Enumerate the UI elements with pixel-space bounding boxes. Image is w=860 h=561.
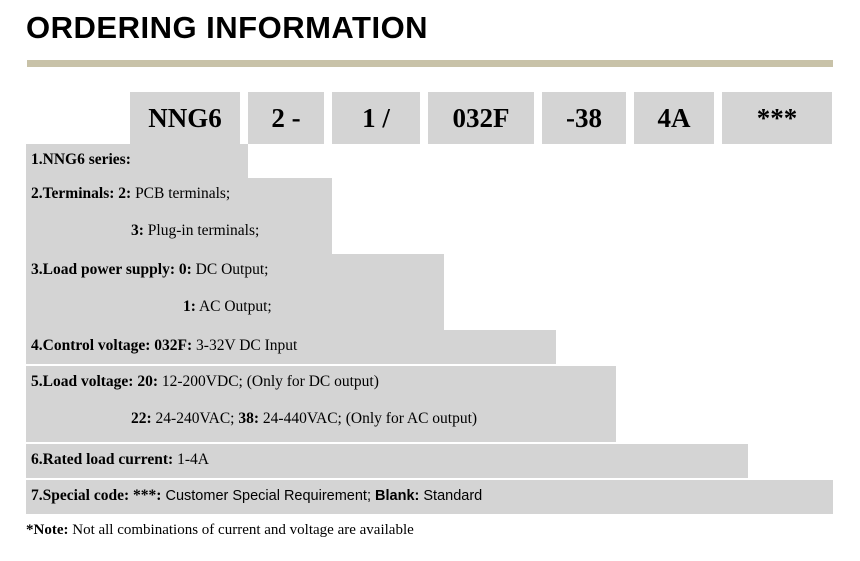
title-divider (27, 60, 833, 67)
page-title: ORDERING INFORMATION (26, 10, 429, 45)
legend-text-terminals-2: 3: Plug-in terminals; (131, 222, 260, 239)
code-segment-terminals: 2 - (248, 92, 324, 144)
legend-text-special-code: 7.Special code: ***: Customer Special Requirement; Blank: Standard (31, 487, 483, 504)
code-segment-rated-load-current: 4A (634, 92, 714, 144)
code-segment-control-voltage: 032F (428, 92, 534, 144)
legend-text-terminals-1: 2.Terminals: 2: PCB terminals; (31, 185, 231, 202)
legend-text-control-voltage: 4.Control voltage: 032F: 3-32V DC Input (31, 337, 298, 354)
legend-text-series-1: 1.NNG6 series: (31, 151, 131, 168)
legend-text-load-voltage-2: 22: 24-240VAC; 38: 24-440VAC; (Only for AC output) (131, 410, 478, 427)
legend-text-load-power-1: 3.Load power supply: 0: DC Output; (31, 261, 269, 278)
code-segment-series: NNG6 (130, 92, 240, 144)
code-segment-load-voltage: -38 (542, 92, 626, 144)
code-segment-load-power-supply: 1 / (332, 92, 420, 144)
legend-text-rated-load-current: 6.Rated load current: 1-4A (31, 451, 209, 468)
footnote: *Note: Not all combinations of current and voltage are available (26, 522, 414, 538)
code-segment-special-code: *** (722, 92, 832, 144)
legend-text-load-power-2: 1: AC Output; (183, 298, 272, 315)
legend-text-load-voltage-1: 5.Load voltage: 20: 12-200VDC; (Only for DC output) (31, 373, 379, 390)
